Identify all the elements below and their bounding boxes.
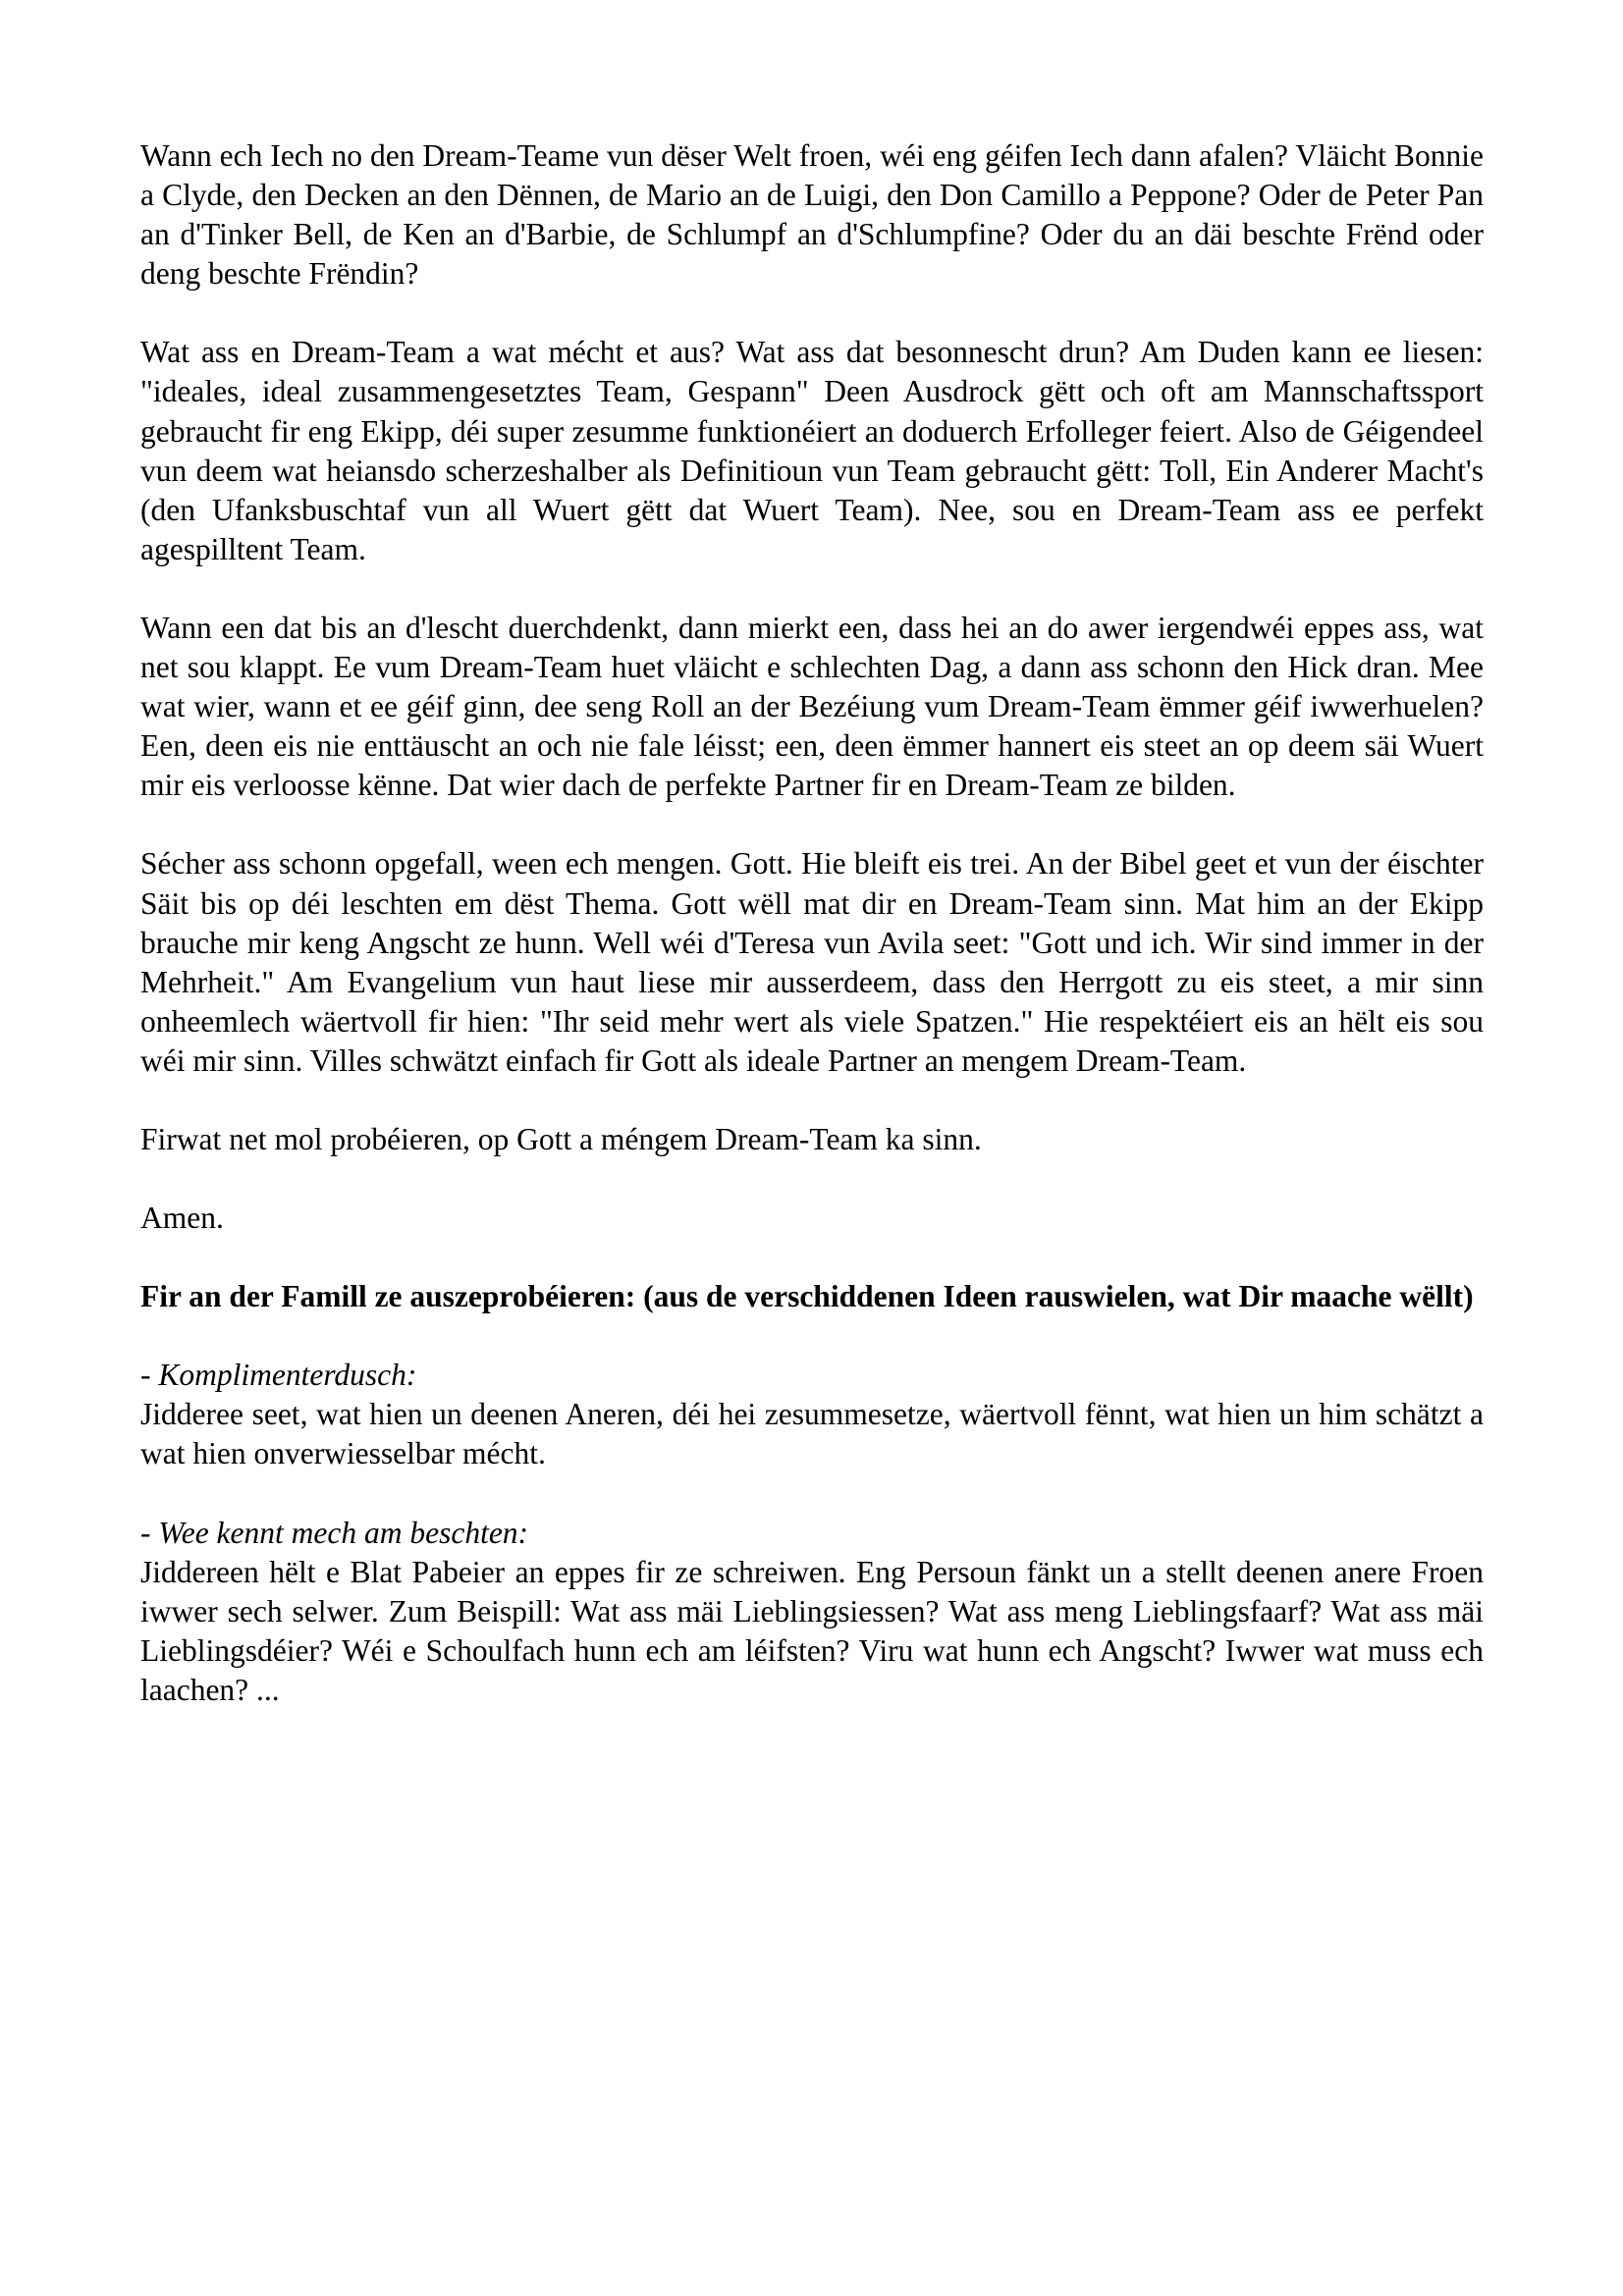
paragraph-dream-teams-intro: Wann ech Iech no den Dream-Teame vun dëser Welt froen, wéi eng géifen Iech dann afalen? Vläicht Bonnie a Clyde, den Decken an den Dënnen, de Mario an de Luigi, den Don Camillo a Peppone? Oder de Peter Pan an d'Tinker Bell, de Ken an d'Barbie, de Schlumpf an d'Schlumpfine? Oder du an däi beschte Frënd oder deng beschte Frëndin? — [140, 138, 1484, 292]
activity-description: Jidderee seet, wat hien un deenen Aneren, déi hei zesummesetze, wäertvoll fënnt, wat hien un him schätzt a wat hien onverwiesselbar mécht. — [140, 1397, 1484, 1471]
paragraph-perfect-partner: Wann een dat bis an d'lescht duerchdenkt, dann mierkt een, dass hei an do awer iergendwéi eppes ass, wat net sou klappt. Ee vum Dream-Team huet vläicht e schlechten Dag, a dann ass schonn den Hick dran. Mee wat wier, wann et ee géif ginn, dee seng Roll an der Bezéiung vum Dream-Team ëmmer géif iwwerhuelen? Een, deen eis nie enttäuscht an och nie fale léisst; een, deen ëmmer hannert eis steet an op deem säi Wuert mir eis verloosse kënne. Dat wier dach de perfekte Partner fir en Dream-Team ze bilden. — [140, 610, 1484, 803]
paragraph-dream-team-definition: Wat ass en Dream-Team a wat mécht et aus? Wat ass dat besonnescht drun? Am Duden kann ee liesen: "ideales, ideal zusammengesetztes Team, Gespann" Deen Ausdrock gëtt och oft am Mannschaftssport gebraucht fir eng Ekipp, déi super zesumme funktionéiert an doduerch Erfolleger feiert. Also de Géigendeel vun deem wat heiansdo scherzeshalber als Definitioun vun Team gebraucht gëtt: Toll, Ein Anderer Macht's (den Ufanksbuschtaf vun all Wuert gëtt dat Wuert Team). Nee, sou en Dream-Team ass ee perfekt agespilltent Team. — [140, 335, 1484, 566]
paragraph-god-as-partner: Sécher ass schonn opgefall, ween ech mengen. Gott. Hie bleift eis trei. An der Bibel geet et vun der éischter Säit bis op déi leschten em dëst Thema. Gott wëll mat dir en Dream-Team sinn. Mat him an der Ekipp brauche mir keng Angscht ze hunn. Well wéi d'Teresa vun Avila seet: "Gott und ich. Wir sind immer in der Mehrheit." Am Evangelium vun haut liese mir ausserdeem, dass den Herrgott zu eis steet, a mir sinn onheemlech wäertvoll fir hien: "Ihr seid mehr wert als viele Spatzen." Hie respektéiert eis an hëlt eis sou wéi mir sinn. Villes schwätzt einfach fir Gott als ideale Partner an mengem Dream-Team. — [140, 846, 1484, 1078]
activity-description: Jiddereen hëlt e Blat Pabeier an eppes fir ze schreiwen. Eng Persoun fänkt un a stellt deenen anere Froen iwwer sech selwer. Zum Beispill: Wat ass mäi Lieblingsiessen? Wat ass meng Lieblingsfaarf? Wat ass mäi Lieblingsdéier? Wéi e Schoulfach hunn ech am léifsten? Viru wat hunn ech Angscht? Iwwer wat muss ech laachen? ... — [140, 1554, 1484, 1707]
activity-title: - Wee kennt mech am beschten: — [140, 1515, 529, 1550]
paragraph-amen: Amen. — [140, 1201, 224, 1236]
activity-who-knows-me-best — [140, 1514, 1484, 1710]
document-page — [140, 136, 1484, 1749]
paragraph-invitation: Firwat net mol probéieren, op Gott a méngem Dream-Team ka sinn. — [140, 1121, 982, 1156]
activity-compliment-shower — [140, 1356, 1484, 1473]
family-section-heading: Fir an der Famill ze auszeprobéieren: (aus de verschiddenen Ideen rauswielen, wat Dir maache wëllt) — [140, 1279, 1474, 1314]
activity-title: - Komplimenterdusch: — [140, 1358, 417, 1393]
